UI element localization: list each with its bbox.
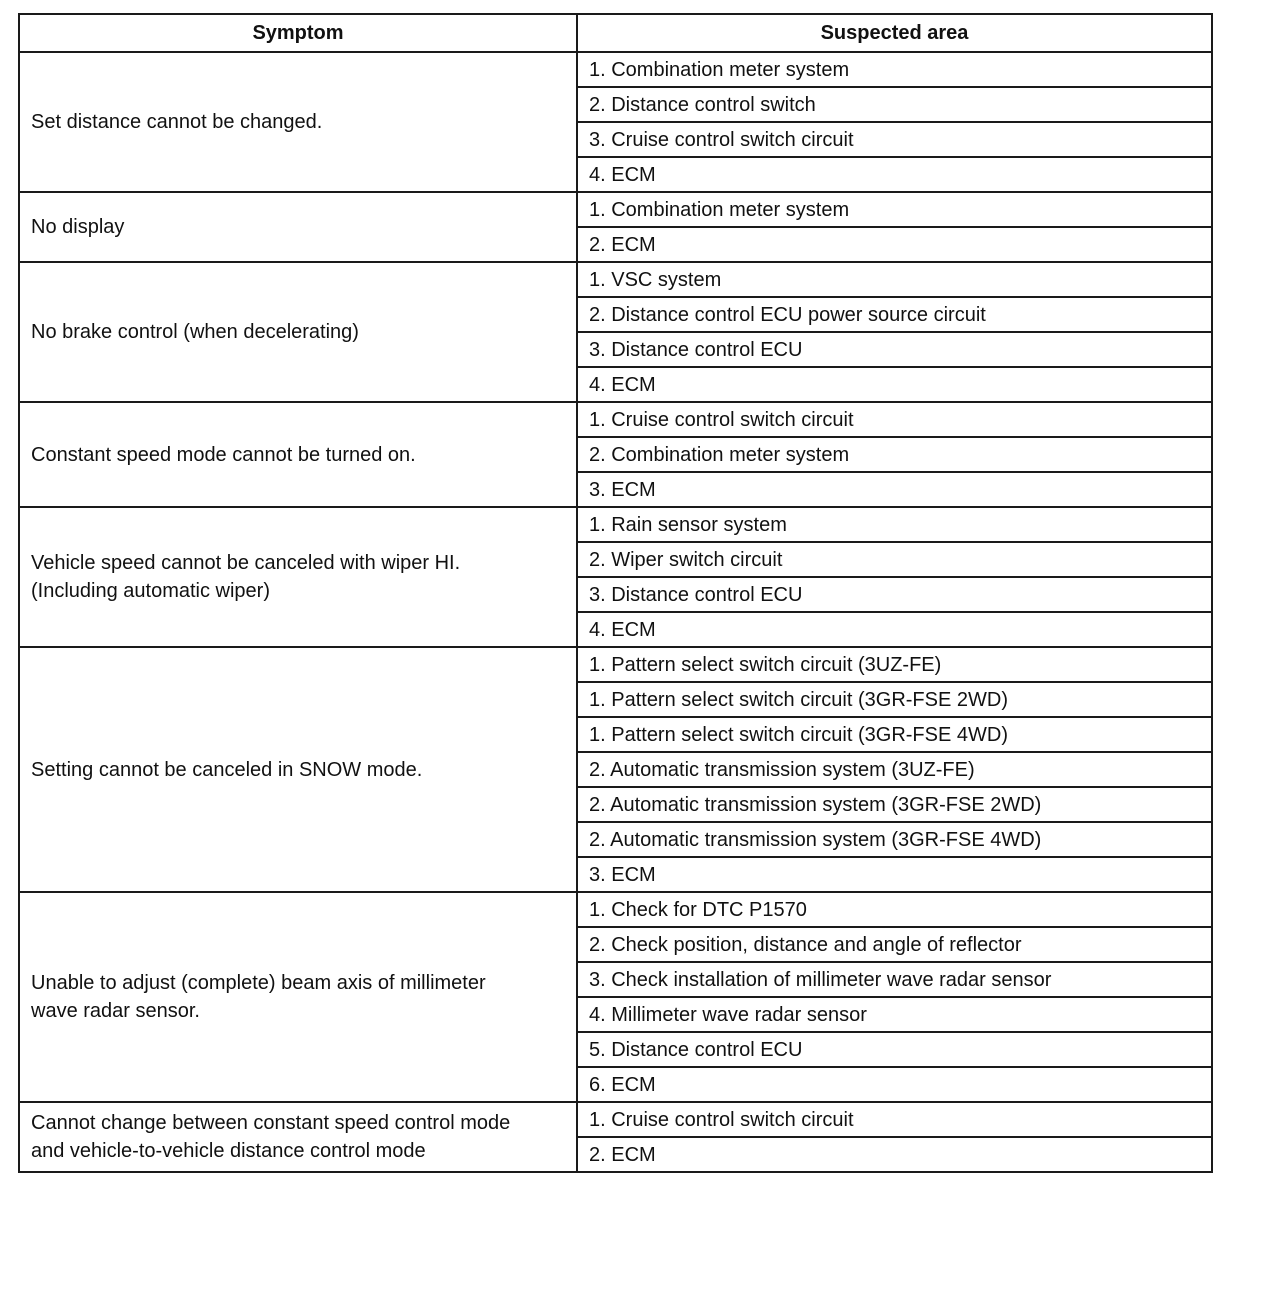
suspected-area-cell: 4. ECM xyxy=(577,157,1212,192)
suspected-area-cell: 2. ECM xyxy=(577,1137,1212,1172)
suspected-area-cell: 3. Cruise control switch circuit xyxy=(577,122,1212,157)
suspected-area-cell: 1. VSC system xyxy=(577,262,1212,297)
table-row xyxy=(19,402,1212,437)
suspected-area-cell: 2. Automatic transmission system (3UZ-FE) xyxy=(577,752,1212,787)
suspected-area-cell: 2. Distance control ECU power source circuit xyxy=(577,297,1212,332)
suspected-area-cell: 4. Millimeter wave radar sensor xyxy=(577,997,1212,1032)
table-row xyxy=(19,1102,1212,1137)
symptom-cell: No brake control (when decelerating) xyxy=(19,262,577,402)
suspected-area-cell: 4. ECM xyxy=(577,612,1212,647)
symptom-cell: No display xyxy=(19,192,577,262)
table-body xyxy=(19,52,1212,1172)
suspected-area-cell: 1. Combination meter system xyxy=(577,52,1212,87)
suspected-area-cell: 3. Distance control ECU xyxy=(577,577,1212,612)
symptom-cell: Cannot change between constant speed control mode and vehicle-to-vehicle distance control mode xyxy=(19,1102,577,1172)
table-row xyxy=(19,262,1212,297)
symptom-cell: Vehicle speed cannot be canceled with wiper HI. (Including automatic wiper) xyxy=(19,507,577,647)
suspected-area-cell: 2. Check position, distance and angle of reflector xyxy=(577,927,1212,962)
header-row xyxy=(19,14,1212,52)
suspected-area-cell: 6. ECM xyxy=(577,1067,1212,1102)
table-row xyxy=(19,892,1212,927)
symptom-cell: Set distance cannot be changed. xyxy=(19,52,577,192)
symptom-cell: Unable to adjust (complete) beam axis of millimeter wave radar sensor. xyxy=(19,892,577,1102)
suspected-area-cell: 1. Cruise control switch circuit xyxy=(577,1102,1212,1137)
symptom-cell: Constant speed mode cannot be turned on. xyxy=(19,402,577,507)
symptom-column-header: Symptom xyxy=(19,14,577,52)
suspected-area-cell: 2. ECM xyxy=(577,227,1212,262)
suspected-area-cell: 3. Check installation of millimeter wave radar sensor xyxy=(577,962,1212,997)
suspected-area-cell: 3. ECM xyxy=(577,857,1212,892)
table-row xyxy=(19,192,1212,227)
suspected-area-cell: 1. Pattern select switch circuit (3GR-FSE 2WD) xyxy=(577,682,1212,717)
suspected-area-cell: 1. Check for DTC P1570 xyxy=(577,892,1212,927)
suspected-area-cell: 5. Distance control ECU xyxy=(577,1032,1212,1067)
suspected-area-cell: 3. Distance control ECU xyxy=(577,332,1212,367)
suspected-area-cell: 2. Distance control switch xyxy=(577,87,1212,122)
symptom-table xyxy=(18,13,1213,1173)
suspected-area-cell: 1. Combination meter system xyxy=(577,192,1212,227)
symptom-cell: Setting cannot be canceled in SNOW mode. xyxy=(19,647,577,892)
suspected-area-cell: 3. ECM xyxy=(577,472,1212,507)
suspected-area-cell: 2. Combination meter system xyxy=(577,437,1212,472)
suspected-area-cell: 2. Wiper switch circuit xyxy=(577,542,1212,577)
suspected-area-cell: 1. Pattern select switch circuit (3UZ-FE) xyxy=(577,647,1212,682)
suspected-area-column-header: Suspected area xyxy=(577,14,1212,52)
suspected-area-cell: 1. Rain sensor system xyxy=(577,507,1212,542)
table-row xyxy=(19,507,1212,542)
suspected-area-cell: 1. Cruise control switch circuit xyxy=(577,402,1212,437)
table-row xyxy=(19,52,1212,87)
suspected-area-cell: 1. Pattern select switch circuit (3GR-FSE 4WD) xyxy=(577,717,1212,752)
suspected-area-cell: 2. Automatic transmission system (3GR-FSE 2WD) xyxy=(577,787,1212,822)
table-row xyxy=(19,647,1212,682)
suspected-area-cell: 2. Automatic transmission system (3GR-FSE 4WD) xyxy=(577,822,1212,857)
suspected-area-cell: 4. ECM xyxy=(577,367,1212,402)
